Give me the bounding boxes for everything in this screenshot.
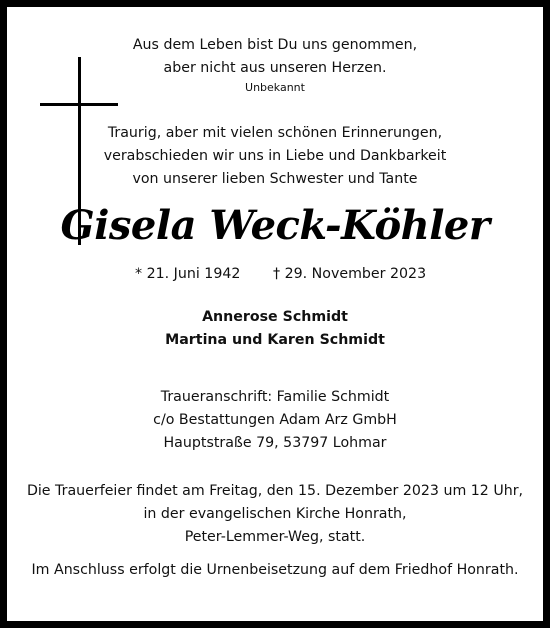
- death-date: † 29. November 2023: [273, 266, 427, 282]
- birth-date: * 21. Juni 1942: [135, 266, 241, 282]
- intro-line-1: Traurig, aber mit vielen schönen Erinnerungen,: [107, 125, 443, 141]
- intro-line-2: verabschieden wir uns in Liebe und Dankbarkeit: [103, 148, 447, 164]
- quote-line-1: Aus dem Leben bist Du uns genommen,: [132, 37, 418, 53]
- deceased-name: Gisela Weck-Köhler: [60, 202, 490, 249]
- address-line-3: Hauptstraße 79, 53797 Lohmar: [163, 435, 387, 451]
- mourner-line-1: Annerose Schmidt: [202, 309, 348, 325]
- address-line-2: c/o Bestattungen Adam Arz GmbH: [153, 412, 397, 428]
- address-line-1: Traueranschrift: Familie Schmidt: [160, 389, 390, 405]
- cross-horizontal-bar: [40, 103, 118, 106]
- ceremony-line-3: Peter-Lemmer-Weg, statt.: [184, 529, 366, 545]
- quote-line-2: aber nicht aus unseren Herzen.: [163, 60, 387, 76]
- intro-line-3: von unserer lieben Schwester und Tante: [132, 171, 418, 187]
- ceremony-line-2: in der evangelischen Kirche Honrath,: [143, 506, 407, 522]
- quote-author: Unbekannt: [245, 81, 305, 94]
- life-dates: [7, 265, 543, 285]
- ceremony-line-1: Die Trauerfeier findet am Freitag, den 15. Dezember 2023 um 12 Uhr,: [26, 483, 524, 499]
- burial-line: Im Anschluss erfolgt die Urnenbeisetzung auf dem Friedhof Honrath.: [31, 562, 519, 578]
- mourner-line-2: Martina und Karen Schmidt: [165, 332, 385, 348]
